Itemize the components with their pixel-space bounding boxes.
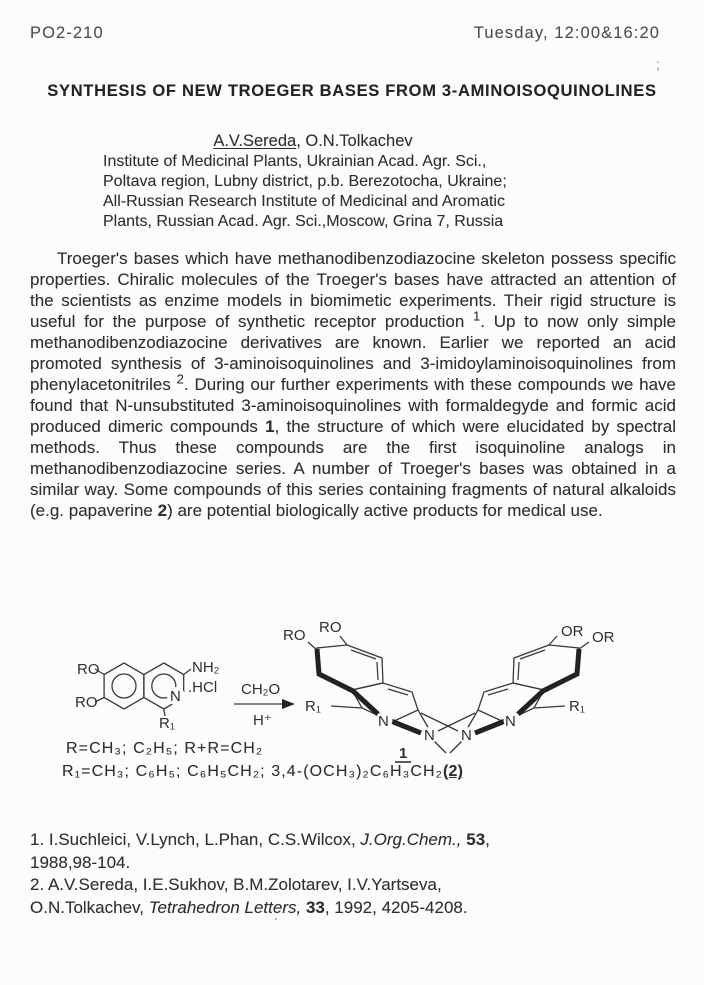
- substituent-label-ro: RO: [75, 694, 98, 711]
- reference-item: [30, 829, 542, 874]
- substituent-label-r1: R₁: [305, 698, 321, 715]
- substituent-label-r1: R₁: [569, 698, 585, 715]
- nitrogen-label: N: [170, 688, 181, 705]
- compound-number-2: 2: [157, 501, 168, 520]
- affiliation-line: Plants, Russian Acad. Agr. Sci.,Moscow, Grina 7, Russia: [103, 213, 504, 230]
- reference-item: [30, 874, 542, 919]
- page-title: SYNTHESIS OF NEW TROEGER BASES FROM 3-AMINOISOQUINOLINES: [47, 82, 657, 100]
- substituent-label-ro: RO: [319, 619, 342, 636]
- r-definition-line: R=CH₃; C₂H₅; R+R=CH₂: [66, 740, 264, 757]
- abstract-text: Troeger's bases which have methanodibenzodiazocine skeleton possess specific properties. Chiralic molecules of the Troeger's bases have attracted an attention of the scientists as enzime models in biomimetic experiments. Their rigid structure is useful for the purpose of synthetic receptor production: [30, 249, 676, 331]
- substituent-label-or: OR: [592, 629, 615, 646]
- reagent-label: CH₂O: [241, 681, 281, 698]
- nitrogen-label: N: [461, 727, 472, 744]
- citation-superscript-1: 1: [473, 308, 481, 324]
- reference-pages: , 1988,98-104.: [30, 830, 490, 872]
- references-block: [30, 829, 542, 919]
- reaction-arrow: [234, 699, 295, 709]
- affiliation-line: All-Russian Research Institute of Medicinal and Aromatic: [103, 193, 505, 210]
- nitrogen-label: N: [378, 713, 389, 730]
- substituent-label-nh2: NH₂: [192, 659, 220, 676]
- abstract-paragraph: [30, 248, 676, 521]
- abstract-text: . Up to now only simple methanodibenzodiazocine derivatives are known. Earlier we reported an acid promoted synthesis of 3-aminoisoquinolines and 3-imidoylaminoisoquinolines from phenylacetonitriles: [30, 312, 677, 394]
- citation-superscript-2: 2: [176, 371, 184, 387]
- authors-block: [103, 131, 523, 232]
- compound-1-label: 1: [399, 745, 408, 762]
- abstract-text: . During our further experiments with these compounds we have found that N-unsubstituted 3-aminoisoquinolines with formaldegyde and formic acid produced dimeric compounds: [30, 375, 676, 436]
- coauthor: O.N.Tolkachev: [305, 132, 413, 150]
- compound-2-label: (2): [442, 763, 464, 780]
- nitrogen-label: N: [505, 713, 516, 730]
- troeger-base-structure: [308, 636, 589, 753]
- hcl-salt-label: .HCl: [188, 679, 218, 696]
- abstract-text: ) are potential biologically active products for medical use.: [167, 501, 603, 520]
- journal-name: Tetrahedron Letters,: [148, 897, 302, 917]
- substituent-label-r1: R₁: [159, 715, 175, 732]
- arrowhead-icon: [282, 699, 295, 709]
- scan-artifact-mark: ;: [656, 56, 660, 72]
- catalyst-label: H⁺: [253, 712, 272, 729]
- substituent-label-ro: RO: [77, 661, 100, 678]
- author-separator: ,: [296, 132, 306, 150]
- journal-volume: 33: [305, 897, 325, 917]
- authors-line: [103, 131, 523, 151]
- substituent-label-ro: RO: [283, 627, 306, 644]
- journal-name: J.Org.Chem.,: [360, 830, 462, 849]
- poster-code: PO2-210: [30, 24, 104, 42]
- r1-definition-text: R₁=CH₃; C₆H₅; C₆H₅CH₂; 3,4-(OCH₃)₂C₆H₃CH₂: [62, 763, 443, 780]
- affiliation-line: Poltava region, Lubny district, p.b. Berezotocha, Ukraine;: [103, 173, 507, 190]
- r1-definition-line: [62, 763, 463, 781]
- substituent-label-or: OR: [561, 623, 584, 640]
- presenting-author: A.V.Sereda: [213, 132, 297, 150]
- scan-speck: [275, 918, 277, 920]
- journal-volume: 53: [466, 830, 486, 849]
- reference-pages: , 1992, 4205-4208.: [324, 897, 468, 917]
- bold-wedge-bonds: [317, 649, 579, 733]
- nitrogen-label: N: [424, 727, 435, 744]
- compound-number-1: 1: [265, 417, 275, 436]
- reference-authors: 2. A.V.Sereda, I.E.Sukhov, B.M.Zolotarev, I.V.Yartseva, O.N.Tolkachev,: [30, 875, 442, 917]
- affiliation-line: Institute of Medicinal Plants, Ukrainian Acad. Agr. Sci.,: [103, 153, 487, 170]
- abstract-text: , the structure of which were elucidated by spectral methods. Thus these compounds are the first isoquinoline analogs in methanodibenzodiazocine series. A number of Troeger's bases was obtained in a similar way. Some compounds of this series containing fragments of natural alkaloids (e.g. papaverine: [30, 417, 676, 520]
- reference-authors: 1. I.Suchleici, V.Lynch, L.Phan, C.S.Wilcox,: [30, 830, 361, 849]
- session-time: Tuesday, 12:00&16:20: [473, 24, 660, 42]
